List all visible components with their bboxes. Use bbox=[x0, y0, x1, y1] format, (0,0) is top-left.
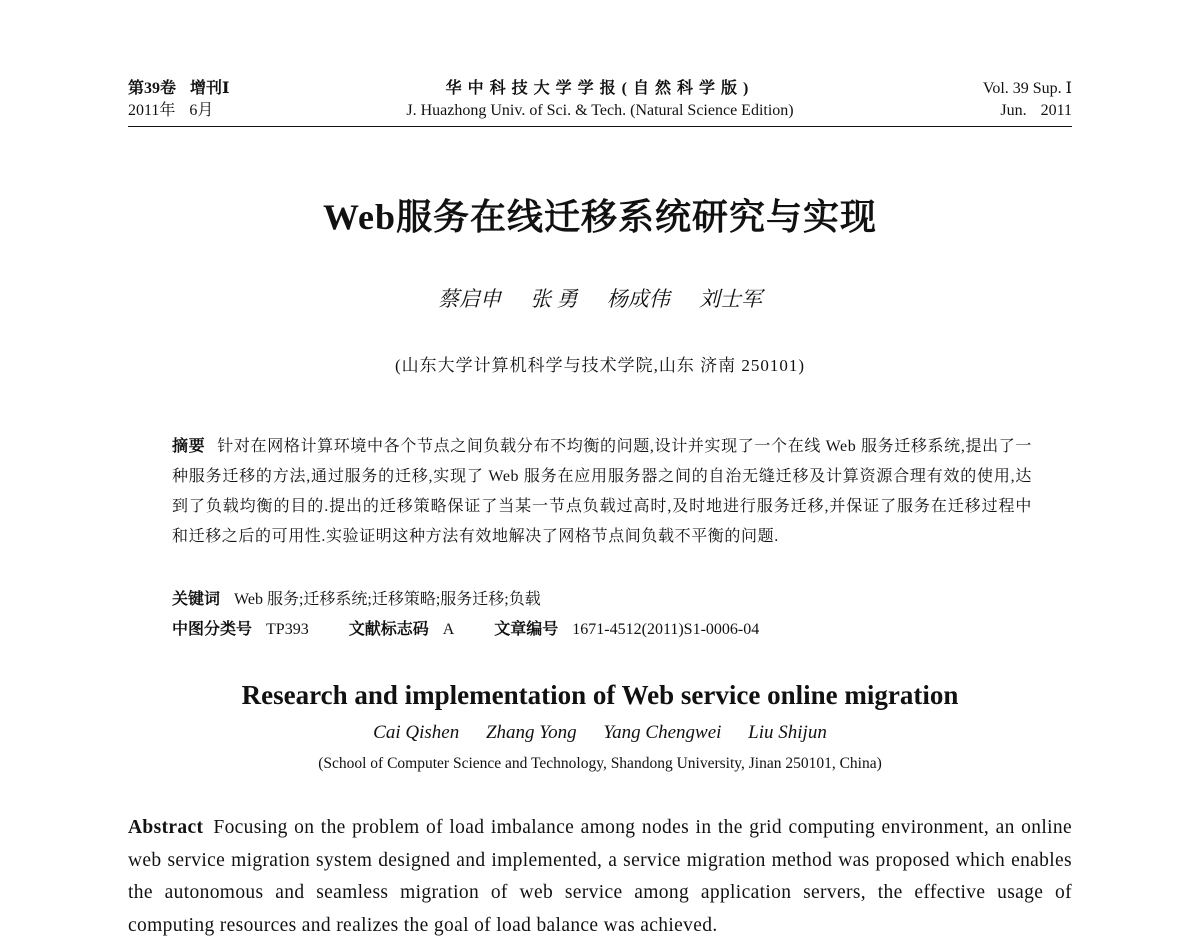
journal-title-en: J. Huazhong Univ. of Sci. & Tech. (Natural Science Edition) bbox=[406, 102, 794, 119]
keywords-cn-label: 关键词 bbox=[172, 591, 221, 608]
author-en: Liu Shijun bbox=[748, 722, 827, 743]
abstract-en-text: Focusing on the problem of load imbalance among nodes in the grid computing environment, an online web service migration system designed and implemented, a service migration method was proposed which enables the autonomous and seamless migration of web service among application servers, the effective usage of computing resources and realizes the goal of load balance was achieved. bbox=[128, 817, 1072, 936]
doc-code-value: A bbox=[442, 621, 455, 638]
abstract-en-label: Abstract bbox=[128, 817, 204, 838]
clc-value: TP393 bbox=[266, 621, 309, 638]
header-month-cn: 6月 bbox=[189, 102, 214, 119]
article-number-label: 文章编号 bbox=[494, 621, 559, 638]
header-month-en: Jun. bbox=[1000, 102, 1027, 119]
doc-code-label: 文献标志码 bbox=[348, 621, 429, 638]
affiliation-en: (School of Computer Science and Technology, Shandong University, Jinan 250101, China) bbox=[318, 755, 882, 772]
author-cn: 蔡启申 bbox=[438, 287, 501, 311]
author-en: Zhang Yong bbox=[485, 722, 577, 743]
author-en: Cai Qishen bbox=[373, 722, 460, 743]
header-date-en bbox=[872, 100, 1072, 122]
classification-cn bbox=[172, 617, 1032, 643]
header-issue: 增刊Ⅰ bbox=[190, 80, 230, 97]
header-volume-en: Vol. 39 Sup. Ⅰ bbox=[982, 80, 1072, 97]
author-en: Yang Chengwei bbox=[603, 722, 722, 743]
author-list-cn bbox=[0, 284, 1200, 314]
author-list-en bbox=[0, 719, 1200, 747]
author-cn: 刘士军 bbox=[699, 287, 762, 311]
abstract-cn bbox=[172, 432, 1032, 552]
journal-title-cn: 华中科技大学学报(自然科学版) bbox=[445, 80, 755, 97]
abstract-en bbox=[128, 812, 1072, 942]
clc-label: 中图分类号 bbox=[172, 621, 253, 638]
abstract-cn-text: 针对在网格计算环境中各个节点之间负载分布不均衡的问题,设计并实现了一个在线 Web 服务迁移系统,提出了一种服务迁移的方法,通过服务的迁移,实现了 Web 服务在应用服务器之间的自治无缝迁移及计算资源合理有效的使用,达到了负载均衡的目的.提出的迁移策略保证了当某一节点负载过高时,及时地进行服务迁移,并保证了服务在迁移过程中和迁移之后的可用性.实验证明这种方法有效地解决了网格节点间负载不平衡的问题. bbox=[172, 438, 1032, 545]
keywords-cn-text: Web 服务;迁移系统;迁移策略;服务迁移;负载 bbox=[234, 591, 541, 608]
header-right bbox=[872, 78, 1072, 122]
keywords-cn bbox=[172, 587, 1032, 613]
abstract-cn-label: 摘要 bbox=[172, 438, 206, 455]
article-number-value: 1671-4512(2011)S1-0006-04 bbox=[572, 621, 760, 638]
affiliation-cn: (山东大学计算机科学与技术学院,山东 济南 250101) bbox=[394, 356, 806, 375]
author-cn: 杨成伟 bbox=[606, 287, 670, 311]
header-volume: 第39卷 bbox=[128, 80, 177, 97]
running-header bbox=[128, 78, 1072, 127]
paper-title-cn: Web服务在线迁移系统研究与实现 bbox=[322, 197, 877, 237]
header-year-en: 2011 bbox=[1040, 102, 1072, 119]
paper-title-en: Research and implementation of Web service online migration bbox=[241, 680, 959, 710]
author-cn: 张 勇 bbox=[530, 287, 578, 311]
header-year-cn: 2011年 bbox=[128, 102, 176, 119]
